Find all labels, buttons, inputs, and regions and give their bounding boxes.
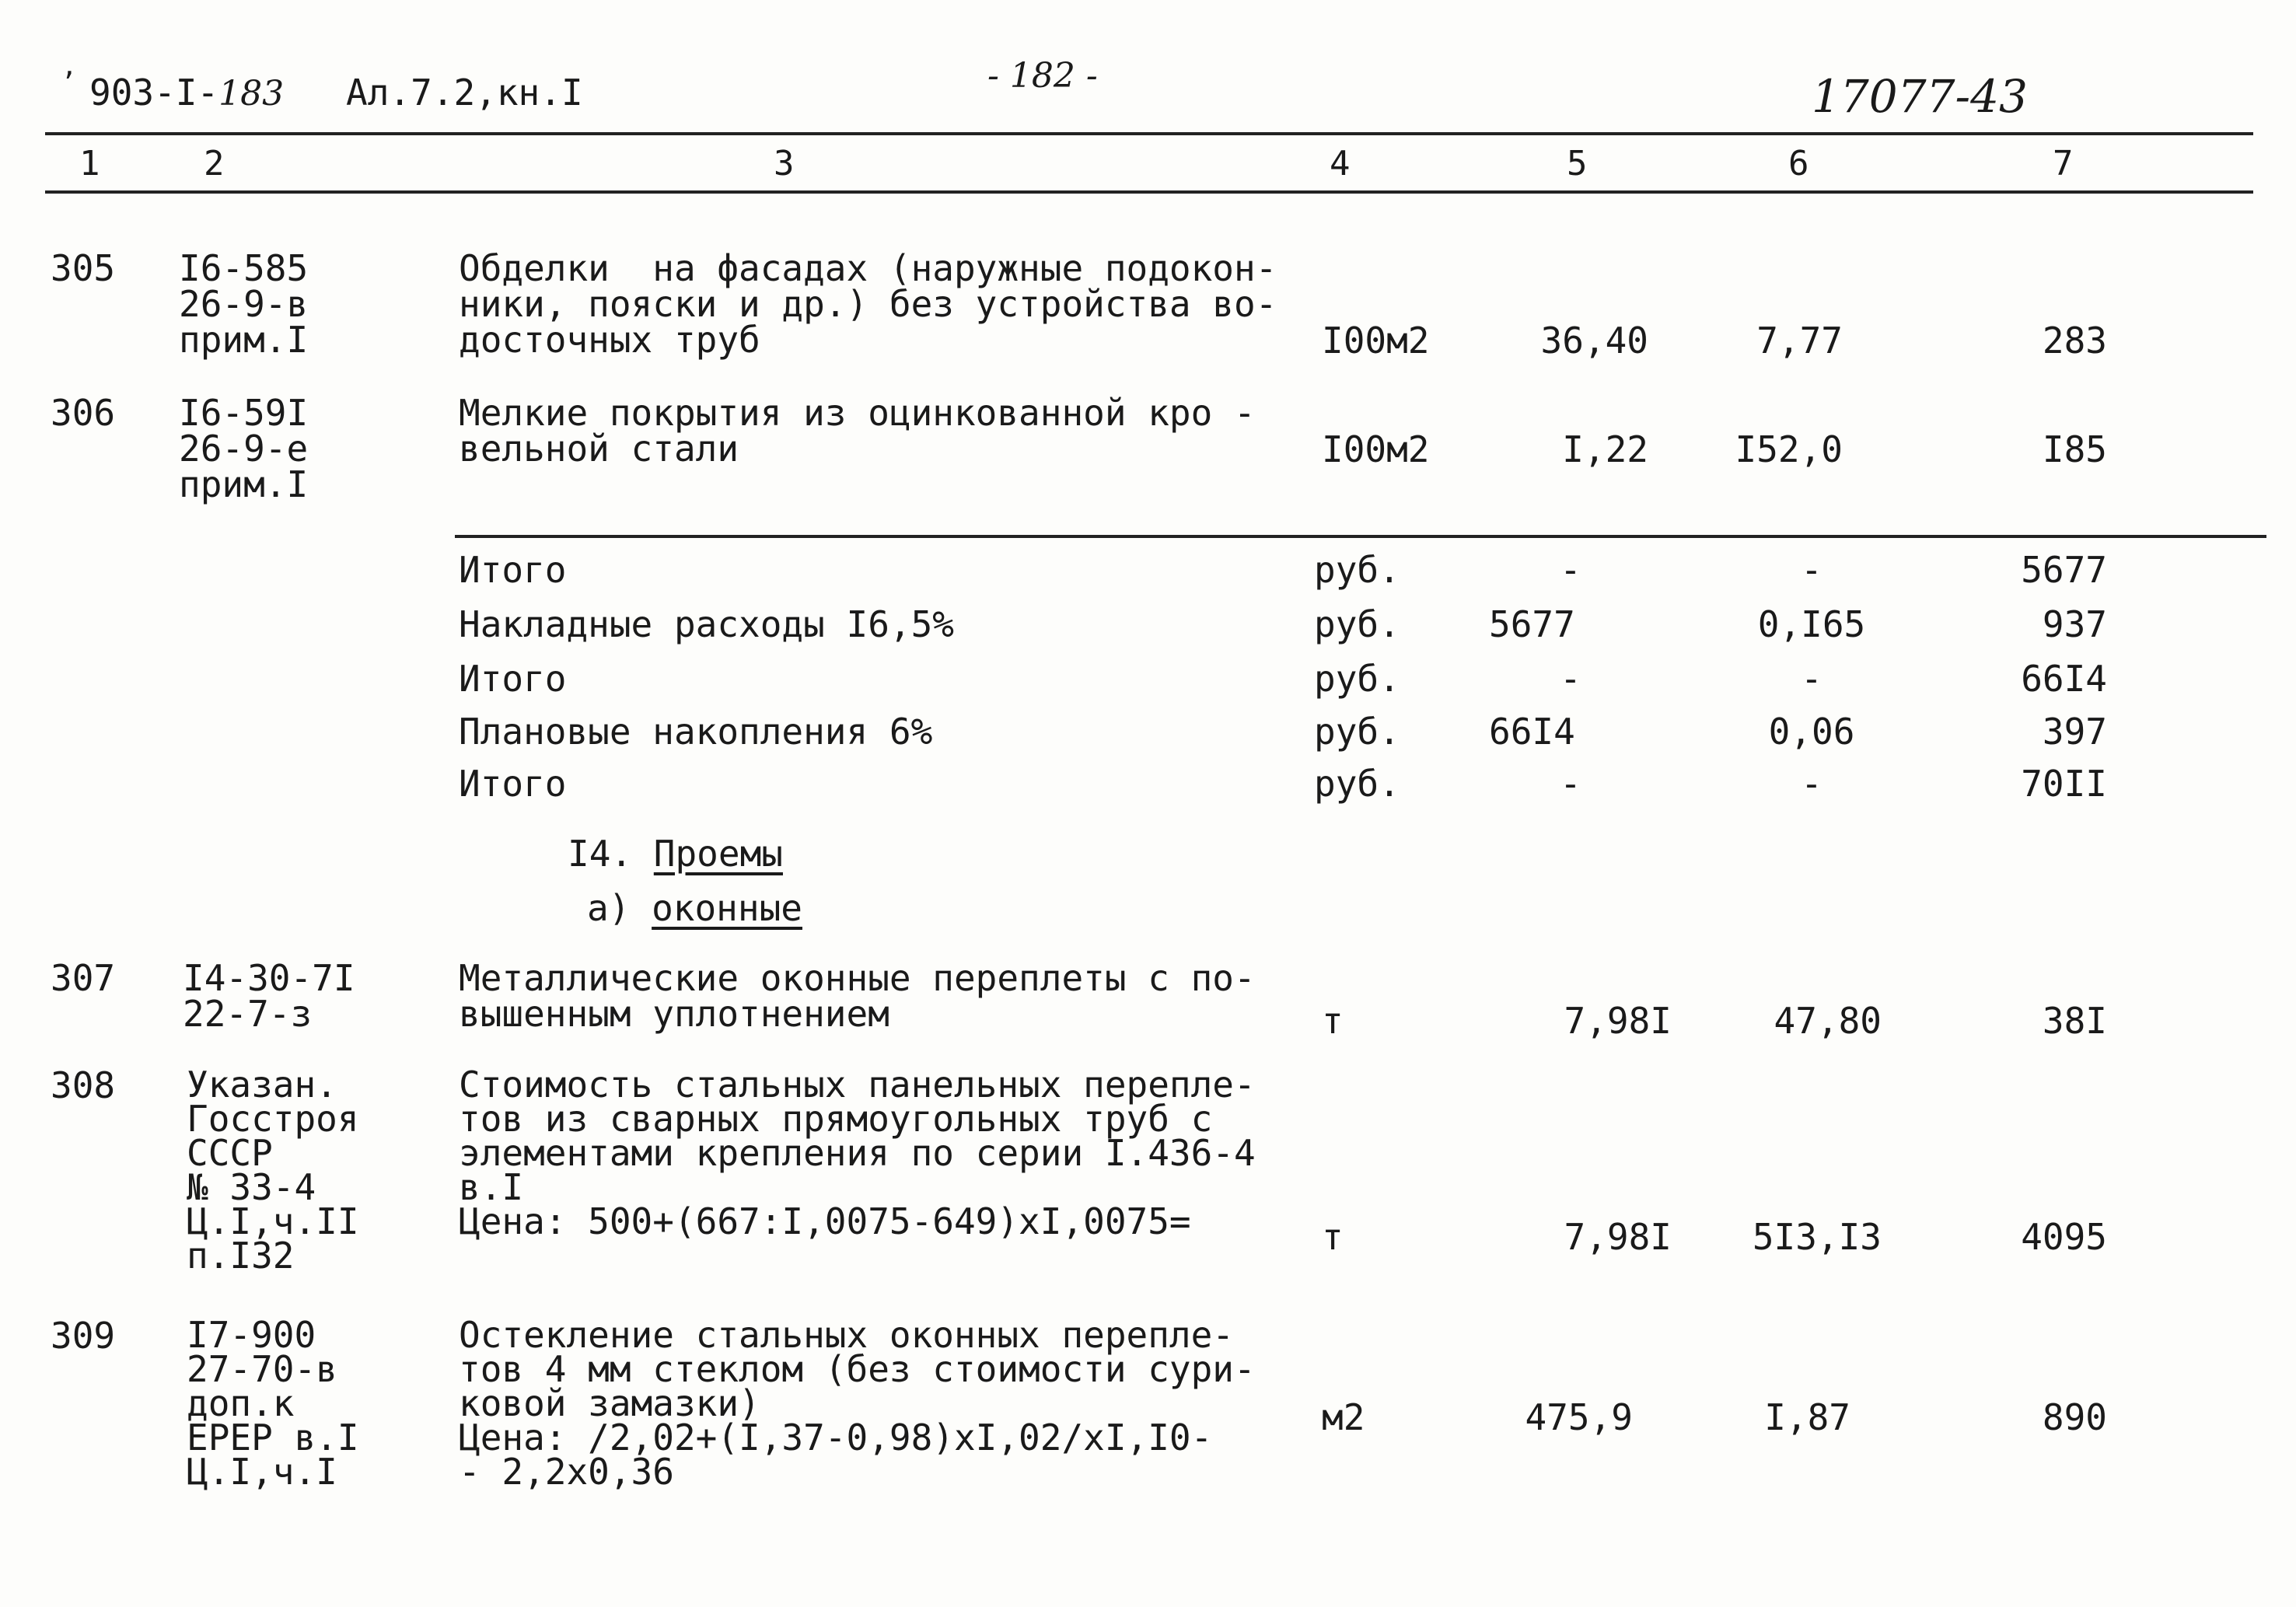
row-code: I6-59I 26-9-е прим.I xyxy=(179,392,309,505)
summary-unit: руб. xyxy=(1314,549,1400,591)
row-number: 308 xyxy=(51,1064,116,1106)
summary-unit: руб. xyxy=(1314,763,1400,805)
summary-label: Накладные расходы I6,5% xyxy=(459,603,954,645)
row-number: 307 xyxy=(51,957,116,999)
row-number: 309 xyxy=(51,1315,116,1357)
row-code: I6-585 26-9-в прим.I xyxy=(179,247,309,361)
summary-unit: руб. xyxy=(1314,658,1400,700)
row-unit: I00м2 xyxy=(1322,320,1430,362)
row-description: Стоимость стальных панельных перепле- тов из сварных прямоугольных труб с элементами крепления по серии I.436-4 в.I Цена: 500+(667:I,0075-649)хI,0075= xyxy=(459,1064,1256,1242)
row-unit-price: I52,0 xyxy=(1735,428,1843,470)
summary-base: - xyxy=(1560,658,1581,700)
archive-number: 17077-43 xyxy=(1812,70,2028,123)
summary-rate: - xyxy=(1801,658,1822,700)
row-number: 305 xyxy=(51,247,116,289)
summary-label: Итого xyxy=(459,763,567,805)
header-rule-top xyxy=(45,132,2253,135)
summary-total: 66I4 xyxy=(2021,658,2107,700)
document-code-prefix: 903-I- xyxy=(89,72,219,114)
section-number: I4. xyxy=(568,833,633,875)
row-unit-price: 47,80 xyxy=(1774,1000,1882,1042)
row-unit: I00м2 xyxy=(1322,428,1430,470)
row-total: 283 xyxy=(2042,320,2107,362)
summary-label: Плановые накопления 6% xyxy=(459,711,933,753)
document-code xyxy=(89,72,284,114)
section-title: Проемы xyxy=(653,833,783,875)
row-unit: т xyxy=(1322,1000,1344,1042)
subsection-letter: а) xyxy=(587,887,631,929)
row-description: Мелкие покрытия из оцинкованной кро - вельной стали xyxy=(459,392,1256,470)
column-number: 1 xyxy=(79,144,100,183)
summary-unit: руб. xyxy=(1314,711,1400,753)
row-code: I7-900 27-70-в доп.к ЕРЕР в.I Ц.I,ч.I xyxy=(187,1314,359,1493)
album-reference: Ал.7.2,кн.I xyxy=(346,72,583,114)
summary-total: 70II xyxy=(2021,763,2107,805)
summary-base: - xyxy=(1560,549,1581,591)
row-unit-price: 5I3,I3 xyxy=(1752,1216,1882,1258)
row-total: 4095 xyxy=(2021,1216,2107,1258)
summary-rate: - xyxy=(1801,763,1822,805)
summary-label: Итого xyxy=(459,658,567,700)
row-quantity: 7,98I xyxy=(1564,1216,1672,1258)
row-unit: т xyxy=(1322,1216,1344,1258)
summary-base: - xyxy=(1560,763,1581,805)
row-quantity: I,22 xyxy=(1562,428,1648,470)
row-unit-price: 7,77 xyxy=(1756,320,1843,362)
row-description: Обделки на фасадах (наружные подокон- ники, пояски и др.) без устройства во- досточных труб xyxy=(459,247,1277,361)
column-number: 6 xyxy=(1788,144,1809,183)
row-total: 38I xyxy=(2042,1000,2107,1042)
column-number: 4 xyxy=(1330,144,1351,183)
row-number: 306 xyxy=(51,392,116,434)
row-quantity: 7,98I xyxy=(1564,1000,1672,1042)
summary-total: 5677 xyxy=(2021,549,2107,591)
row-unit: м2 xyxy=(1322,1396,1365,1438)
column-number: 5 xyxy=(1567,144,1588,183)
summary-total: 937 xyxy=(2042,603,2107,645)
row-unit-price: I,87 xyxy=(1764,1396,1850,1438)
summary-base: 66I4 xyxy=(1489,711,1575,753)
row-total: I85 xyxy=(2042,428,2107,470)
page-number: - 182 - xyxy=(987,56,1098,96)
subsection-title: оконные xyxy=(652,887,802,929)
summary-base: 5677 xyxy=(1489,603,1575,645)
subsection-heading xyxy=(587,887,802,929)
summary-total: 397 xyxy=(2042,711,2107,753)
column-number: 3 xyxy=(774,144,795,183)
row-description: Остекление стальных оконных перепле- тов 4 мм стеклом (без стоимости сури- ковой замазки) Цена: /2,02+(I,37-0,98)хI,02/хI,I0- - 2,2х0,36 xyxy=(459,1314,1256,1493)
row-code: Указан. Госстроя СССР № 33-4 Ц.I,ч.II п.I32 xyxy=(187,1064,359,1277)
column-number: 7 xyxy=(2053,144,2074,183)
summary-label: Итого xyxy=(459,549,567,591)
summary-rate: 0,06 xyxy=(1768,711,1855,753)
row-code: I4-30-7I 22-7-з xyxy=(183,957,355,1035)
row-quantity: 475,9 xyxy=(1525,1396,1633,1438)
summary-rate: - xyxy=(1801,549,1822,591)
row-total: 890 xyxy=(2042,1396,2107,1438)
summary-divider xyxy=(455,535,2266,538)
summary-rate: 0,I65 xyxy=(1757,603,1866,645)
section-heading xyxy=(568,833,783,875)
column-number: 2 xyxy=(204,144,225,183)
header-rule-bottom xyxy=(45,190,2253,194)
corner-mark: ʼ xyxy=(61,67,77,98)
row-quantity: 36,40 xyxy=(1540,320,1648,362)
document-code-handwritten: 183 xyxy=(218,74,285,114)
row-description: Металлические оконные переплеты с по- вышенным уплотнением xyxy=(459,957,1256,1035)
summary-unit: руб. xyxy=(1314,603,1400,645)
